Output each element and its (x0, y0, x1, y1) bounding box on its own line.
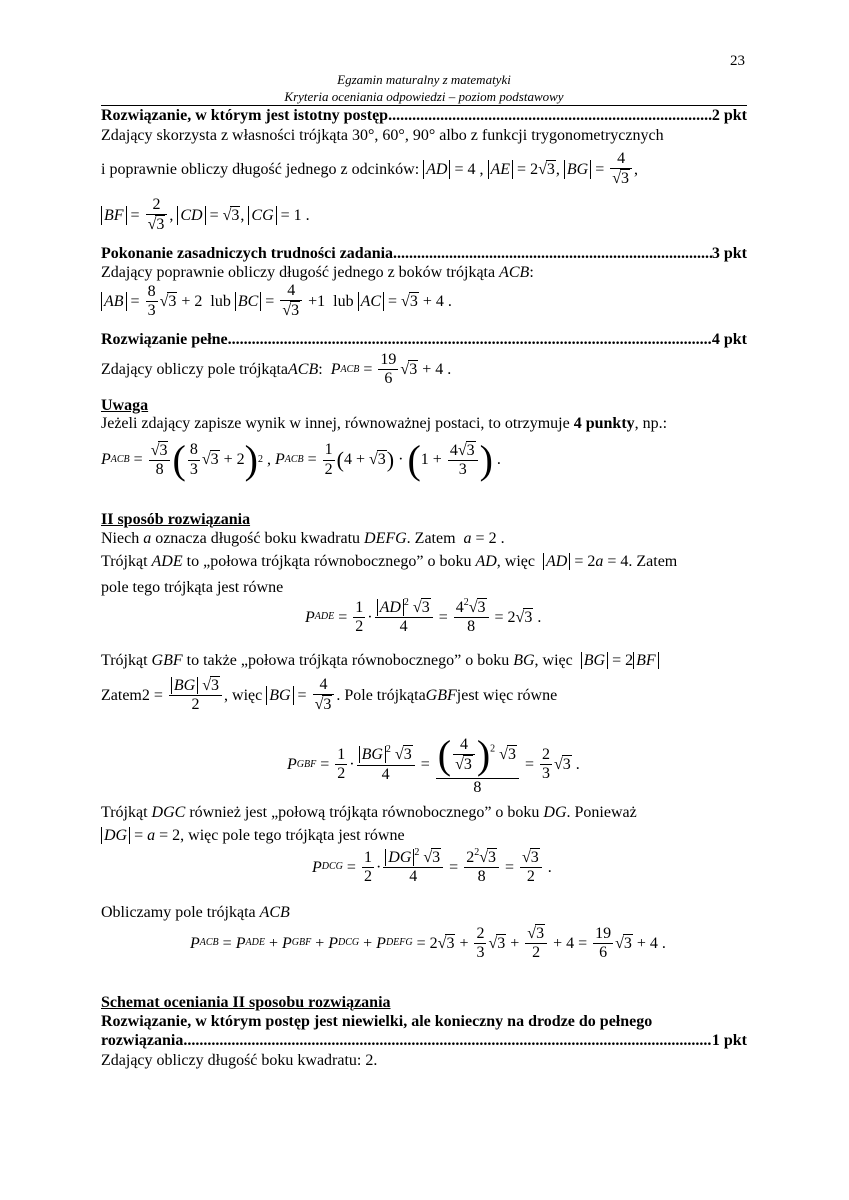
header-subtitle: Kryteria oceniania odpowiedzi – poziom podstawowy (284, 89, 564, 104)
criterion-2pkt: Rozwiązanie, w którym jest istotny postęp ..... 2 pkt (101, 106, 747, 125)
uwaga-formulas: P ACB = $\frac{√3}{8}$ ( $\frac{8}{3}$ √3 + 2 ) 2 , P ACB = $\frac{1}{2}$ ( 4 + √3 ) · ( 1 + $\frac{4√3}{3}$ ) . (101, 437, 501, 482)
formula-p-acb-sum: P ACB = P ADE + P GBF + P DCG + P DEFG = 2 √3 + $\frac{2}{3}$ √3 + $\frac{√3}{2}$ + 4 = $\frac{19}{6}$ √3 + 4 . (190, 924, 666, 962)
uwaga-text: Jeżeli zdający zapisze wynik w innej, równoważnej postaci, to otrzymuje 4 punkty, np.: (101, 415, 668, 432)
criterion-3pkt-desc: Zdający poprawnie obliczy długość jednego z boków trójkąta ACB: (101, 264, 534, 281)
method2-title: II sposób rozwiązania (101, 511, 251, 528)
method2-line7: DG = a = 2, więc pole tego trójkąta jest równe (101, 826, 405, 845)
uwaga-title: Uwaga (101, 397, 149, 414)
method2-line6: Trójkąt DGC również jest „połową trójkąta równobocznego” o boku DG. Ponieważ (101, 804, 637, 821)
criterion-2pkt-desc2: i poprawnie obliczy długość jednego z odcinków: AD = 4 , AE = 2 √3 , BG = $\frac{4}{√3}$ , (101, 150, 638, 188)
criterion-4pkt: Rozwiązanie pełne ..... 4 pkt (101, 330, 747, 349)
method2-line4: Trójkąt GBF to także „połowa trójkąta równobocznego” o boku BG, więc BG = 2 BF (101, 651, 659, 670)
method2-line2: Trójkąt ADE to „połowa trójkąta równobocznego” o boku AD, więc AD = 2a = 4. Zatem (101, 553, 678, 570)
formula-p-gbf: P GBF = $\frac{1}{2}$ · $\frac{BG ^2 √3}{4}$ = ( $\frac{4}{√3}$ )$^2$ √3 8 = $\frac{2}{3}$ √3 . (287, 732, 580, 796)
criterion-2pkt-desc: Zdający skorzysta z własności trójkąta 30°, 60°, 90° albo z funkcji trygonometrycznych (101, 127, 664, 144)
page-number: 23 (730, 53, 745, 69)
method2-line8: Obliczamy pole trójkąta ACB (101, 904, 290, 921)
criterion-3pkt: Pokonanie zasadniczych trudności zadania ..... 3 pkt (101, 244, 747, 263)
scheme-title: Schemat oceniania II sposobu rozwiązania (101, 994, 391, 1011)
criterion-1pkt: rozwiązania ..... 1 pkt (101, 1031, 747, 1050)
method2-line1: Niech a oznacza długość boku kwadratu DEFG. Zatem a = 2 . (101, 530, 505, 547)
criterion-1pkt-line1: Rozwiązanie, w którym postęp jest niewielki, ale konieczny na drodze do pełnego (101, 1013, 653, 1030)
formula-p-dcg: P DCG = $\frac{1}{2}$ · $\frac{DG ^2 √3}{4}$ = $\frac{2^2√3}{8}$ = $\frac{√3}{2}$ . (312, 847, 552, 886)
criterion-1pkt-desc: Zdający obliczy długość boku kwadratu: 2. (101, 1052, 378, 1069)
formula-p-ade: P ADE = $\frac{1}{2}$ · $\frac{AD ^2 √3}{4}$ = $\frac{4^2√3}{8}$ = 2 √3 . (305, 597, 542, 636)
criterion-4pkt-desc: Zdający obliczy pole trójkąta ACB : P ACB = $\frac{19}{6}$ √3 + 4 . (101, 351, 452, 388)
criterion-2pkt-formulas: BF = $\frac{2}{√3}$ , CD = √3 , CG = 1 . (101, 196, 310, 235)
header-title: Egzamin maturalny z matematyki (337, 72, 511, 87)
criterion-3pkt-formulas: AB = $\frac{8}{3}$ √3 + 2 lub BC = $\frac{4}{√3}$ +1 lub AC = √3 + 4 . (101, 282, 452, 321)
method2-line3: pole tego trójkąta jest równe (101, 579, 284, 596)
method2-line5: Zatem 2 = $\frac{BG √3}{2}$ , więc BG = $\frac{4}{√3}$ . Pole trójkąta GBF jest więc równe (101, 676, 558, 714)
